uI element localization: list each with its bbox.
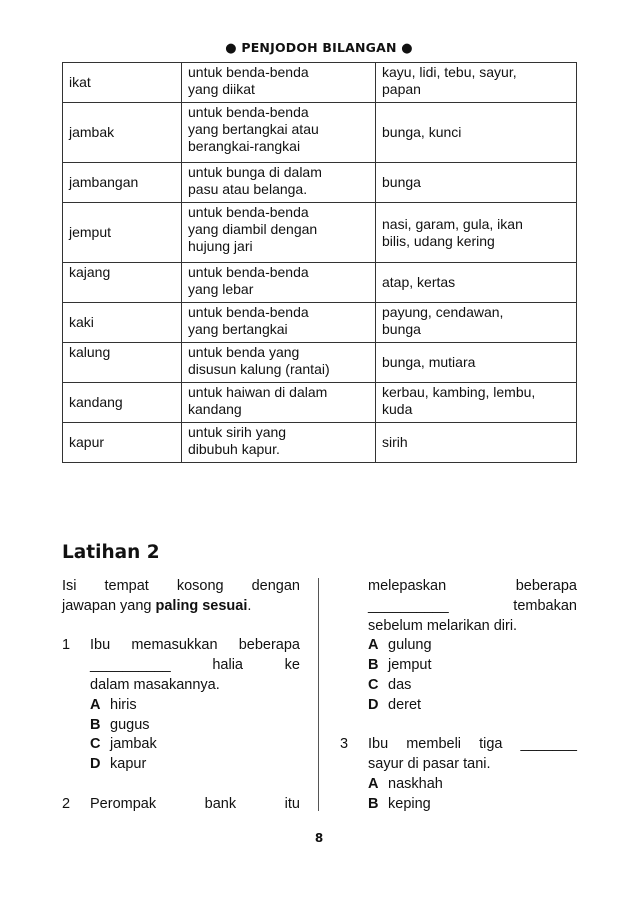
question-text: Ibu memasukkan beberapa [90, 637, 300, 654]
table-cell-usage: untuk benda-benda yang bertangkai atau berangkai-rangkai [182, 103, 376, 163]
table-cell-examples: bunga, kunci [376, 103, 577, 163]
option-text: jemput [388, 657, 432, 674]
option-text: deret [388, 696, 422, 713]
table-row [63, 383, 577, 423]
table-row [63, 303, 577, 343]
bullet-icon: ● [401, 41, 413, 56]
answer-option[interactable] [368, 696, 577, 716]
question-text: sebelum melarikan diri. [368, 617, 518, 634]
answer-option[interactable] [368, 636, 577, 656]
table-cell-usage: untuk benda-benda yang lebar [182, 263, 376, 303]
option-text: das [388, 676, 412, 693]
table-row [63, 263, 577, 303]
table-cell-examples: kayu, lidi, tebu, sayur, papan [376, 63, 577, 103]
answer-option[interactable] [90, 755, 300, 775]
answer-option[interactable] [368, 775, 577, 795]
table-cell-examples: kerbau, kambing, lembu, kuda [376, 383, 577, 423]
table-cell-word: kapur [63, 423, 182, 463]
table-cell-word: kajang [63, 263, 182, 303]
option-letter: A [90, 696, 101, 713]
option-text: jambak [110, 736, 157, 753]
exercise-title: Latihan 2 [62, 542, 160, 563]
option-text: naskhah [388, 775, 443, 792]
table-cell-usage: untuk bunga di dalam pasu atau belanga. [182, 163, 376, 203]
table-cell-examples: bunga [376, 163, 577, 203]
table-cell-usage: untuk benda yang disusun kalung (rantai) [182, 343, 376, 383]
option-letter: B [90, 716, 101, 733]
option-text: kapur [110, 756, 147, 773]
question-text: dalam masakannya. [90, 676, 220, 693]
table-cell-usage: untuk haiwan di dalam kandang [182, 383, 376, 423]
instruction-emphasis: paling sesuai [155, 597, 248, 614]
table-cell-word: kandang [63, 383, 182, 423]
option-text: gugus [110, 716, 150, 733]
table-cell-usage: untuk benda-benda yang diambil dengan hujung jari [182, 203, 376, 263]
option-letter: B [368, 795, 379, 812]
option-text: hiris [110, 696, 137, 713]
penjodoh-bilangan-table [62, 62, 577, 463]
table-cell-usage: untuk benda-benda yang diikat [182, 63, 376, 103]
table-cell-word: jambak [63, 103, 182, 163]
question-3 [340, 735, 577, 814]
answer-option[interactable] [368, 795, 577, 815]
table-cell-examples: bunga, mutiara [376, 343, 577, 383]
table-row [63, 423, 577, 463]
answer-option[interactable] [90, 696, 300, 716]
answer-option[interactable] [368, 656, 577, 676]
table-cell-word: kaki [63, 303, 182, 343]
instruction-line: jawapan yang paling sesuai. [62, 597, 252, 614]
table-cell-word: ikat [63, 63, 182, 103]
option-letter: D [368, 696, 379, 713]
instruction-line: Isi tempat kosong dengan [62, 578, 300, 594]
table-cell-word: kalung [63, 343, 182, 383]
table-cell-word: jambangan [63, 163, 182, 203]
option-letter: C [368, 676, 379, 693]
left-column [62, 577, 300, 815]
table-cell-examples: sirih [376, 423, 577, 463]
page-number: 8 [314, 831, 324, 845]
table-cell-examples: atap, kertas [376, 263, 577, 303]
question-text: melepaskan beberapa [368, 578, 577, 594]
table-cell-usage: untuk sirih yang dibubuh kapur. [182, 423, 376, 463]
table-row [63, 63, 577, 103]
question-text: sayur di pasar tani. [368, 756, 491, 773]
question-2 [62, 795, 300, 815]
table-row [63, 103, 577, 163]
option-text: gulung [388, 637, 432, 654]
table-row [63, 203, 577, 263]
question-number: 2 [62, 795, 71, 812]
question-text: Perompak bank itu [90, 795, 300, 812]
question-number: 3 [340, 736, 349, 753]
question-2-continued [340, 577, 577, 716]
page-header [0, 40, 638, 56]
question-text: Ibu membeli tiga _______ [368, 736, 577, 753]
question-text: __________ tembakan [368, 597, 577, 614]
bullet-icon: ● [225, 41, 237, 56]
option-text: keping [388, 795, 431, 812]
option-letter: B [368, 657, 379, 674]
option-letter: A [368, 775, 379, 792]
table-cell-usage: untuk benda-benda yang bertangkai [182, 303, 376, 343]
table-cell-word: jemput [63, 203, 182, 263]
question-text: __________ halia ke [90, 657, 300, 674]
question-1 [62, 636, 300, 775]
header-title: PENJODOH BILANGAN [241, 40, 397, 55]
question-number: 1 [62, 637, 71, 654]
option-letter: D [90, 756, 101, 773]
right-column [340, 577, 577, 815]
column-divider [318, 578, 319, 811]
table-cell-examples: nasi, garam, gula, ikan bilis, udang kering [376, 203, 577, 263]
table-row [63, 163, 577, 203]
option-letter: A [368, 637, 379, 654]
answer-option[interactable] [90, 735, 300, 755]
answer-option[interactable] [90, 716, 300, 736]
option-letter: C [90, 736, 101, 753]
table-row [63, 343, 577, 383]
table-cell-examples: payung, cendawan, bunga [376, 303, 577, 343]
answer-option[interactable] [368, 676, 577, 696]
